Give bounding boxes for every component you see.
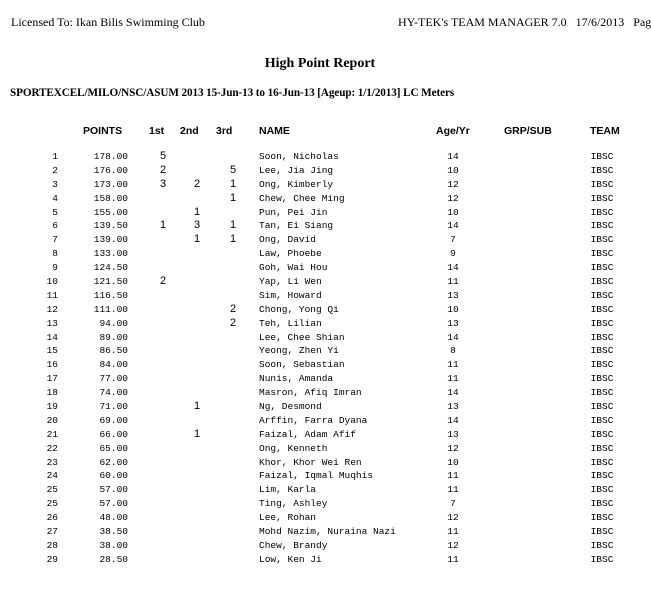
third-place-count: 1 — [229, 219, 237, 232]
points-cell: 38.50 — [99, 526, 128, 538]
age-cell: 14 — [447, 151, 459, 162]
swimmer-name: Khor, Khor Wei Ren — [259, 456, 362, 468]
age-cell: 12 — [447, 442, 459, 454]
rank-cell: 21 — [46, 428, 58, 440]
table-row — [0, 456, 640, 470]
rank-cell: 28 — [46, 539, 58, 551]
team-cell: IBSC — [590, 164, 614, 176]
points-cell: 62.00 — [99, 456, 128, 468]
rank-cell: 12 — [46, 303, 58, 315]
rank-cell: 9 — [52, 262, 58, 274]
third-place-count: 1 — [229, 191, 237, 204]
age-cell: 14 — [447, 331, 459, 343]
first-place-count: 1 — [159, 219, 167, 232]
swimmer-name: Lee, Rohan — [259, 512, 317, 524]
swimmer-name: Pun, Pei Jin — [259, 206, 328, 218]
rank-cell: 16 — [46, 359, 58, 371]
col-third: 3rd — [216, 125, 233, 137]
age-cell: 11 — [447, 470, 459, 482]
age-cell: 9 — [450, 248, 456, 260]
rank-cell: 13 — [46, 317, 58, 329]
table-row — [0, 372, 640, 386]
license-text: Licensed To: Ikan Bilis Swimming Club — [11, 15, 205, 29]
points-cell: 176.00 — [93, 164, 128, 176]
age-cell: 14 — [447, 220, 459, 232]
team-cell: IBSC — [590, 178, 614, 190]
rank-cell: 14 — [46, 331, 58, 343]
rank-cell: 20 — [46, 414, 58, 426]
rank-cell: 26 — [46, 512, 58, 524]
swimmer-name: Ong, Kimberly — [259, 178, 334, 190]
rank-cell: 23 — [46, 456, 58, 468]
rank-cell: 7 — [52, 234, 58, 246]
age-cell: 13 — [447, 428, 459, 440]
team-cell: IBSC — [590, 512, 614, 524]
col-points: POINTS — [83, 125, 123, 137]
table-row — [0, 469, 640, 483]
team-cell: IBSC — [590, 345, 614, 357]
table-row — [0, 358, 640, 372]
points-cell: 139.50 — [93, 220, 128, 232]
team-cell: IBSC — [590, 442, 614, 454]
table-row — [0, 511, 640, 525]
table-row — [0, 400, 640, 414]
age-cell: 10 — [447, 303, 459, 315]
team-cell: IBSC — [590, 539, 614, 551]
age-cell: 12 — [447, 192, 459, 204]
rank-cell: 22 — [46, 442, 58, 454]
rank-cell: 2 — [52, 164, 58, 176]
swimmer-name: Goh, Wai Hou — [259, 262, 328, 274]
col-grp-sub: GRP/SUB — [504, 125, 552, 137]
points-cell: 71.00 — [99, 401, 128, 413]
age-cell: 14 — [447, 387, 459, 399]
age-cell: 13 — [447, 289, 459, 301]
age-cell: 12 — [447, 512, 459, 524]
table-row — [0, 317, 640, 331]
second-place-count: 3 — [193, 219, 201, 232]
team-cell: IBSC — [590, 456, 614, 468]
col-first: 1st — [149, 125, 165, 137]
team-cell: IBSC — [590, 317, 614, 329]
age-cell: 11 — [447, 276, 459, 288]
second-place-count: 1 — [193, 205, 201, 218]
team-cell: IBSC — [590, 220, 614, 232]
rank-cell: 19 — [46, 401, 58, 413]
team-cell: IBSC — [590, 151, 614, 162]
swimmer-name: Low, Ken Ji — [259, 553, 322, 565]
table-row — [0, 331, 640, 345]
swimmer-name: Law, Phoebe — [259, 248, 322, 260]
points-cell: 111.00 — [93, 303, 128, 315]
points-cell: 57.00 — [99, 484, 128, 496]
third-place-count: 2 — [229, 316, 237, 329]
rank-cell: 18 — [46, 387, 58, 399]
points-cell: 74.00 — [99, 387, 128, 399]
team-cell: IBSC — [590, 428, 614, 440]
points-cell: 57.00 — [99, 498, 128, 510]
second-place-count: 1 — [193, 427, 201, 440]
age-cell: 14 — [447, 262, 459, 274]
software-header — [398, 15, 651, 30]
table-row — [0, 539, 640, 553]
table-row — [0, 497, 640, 511]
points-cell: 89.00 — [99, 331, 128, 343]
swimmer-name: Chew, Chee Ming — [259, 192, 345, 204]
points-cell: 133.00 — [93, 248, 128, 260]
rank-cell: 6 — [52, 220, 58, 232]
age-cell: 11 — [447, 373, 459, 385]
swimmer-name: Chong, Yong Qi — [259, 303, 339, 315]
table-row — [0, 206, 640, 220]
rank-cell: 29 — [46, 553, 58, 565]
first-place-count: 3 — [159, 177, 167, 190]
rank-cell: 27 — [46, 526, 58, 538]
points-cell: 124.50 — [93, 262, 128, 274]
swimmer-name: Ong, Kenneth — [259, 442, 328, 454]
points-cell: 94.00 — [99, 317, 128, 329]
report-title: High Point Report — [264, 56, 376, 71]
team-cell: IBSC — [590, 498, 614, 510]
age-cell: 11 — [447, 359, 459, 371]
team-cell: IBSC — [590, 373, 614, 385]
points-cell: 69.00 — [99, 414, 128, 426]
page-label: Pag — [633, 15, 651, 29]
age-cell: 11 — [447, 484, 459, 496]
software-name: HY-TEK's TEAM MANAGER 7.0 — [398, 15, 567, 29]
points-cell: 178.00 — [93, 151, 128, 162]
points-cell: 28.50 — [99, 553, 128, 565]
points-cell: 116.50 — [93, 289, 128, 301]
third-place-count: 2 — [229, 302, 237, 315]
team-cell: IBSC — [590, 414, 614, 426]
results-table — [0, 150, 640, 567]
swimmer-name: Lim, Karla — [259, 484, 317, 496]
swimmer-name: Ng, Desmond — [259, 401, 322, 413]
report-subtitle: SPORTEXCEL/MILO/NSC/ASUM 2013 15-Jun-13 to 16-Jun-13 [Ageup: 1/1/2013] LC Meters — [10, 87, 455, 99]
age-cell: 7 — [450, 234, 456, 246]
swimmer-name: Masron, Afiq Imran — [259, 387, 362, 399]
rank-cell: 25 — [46, 484, 58, 496]
swimmer-name: Arffin, Farra Dyana — [259, 414, 368, 426]
table-row — [0, 442, 640, 456]
table-row — [0, 178, 640, 192]
col-name: NAME — [259, 125, 290, 137]
age-cell: 10 — [447, 206, 459, 218]
col-age: Age/Yr — [436, 125, 470, 137]
team-cell: IBSC — [590, 387, 614, 399]
table-row — [0, 192, 640, 206]
third-place-count: 5 — [229, 163, 237, 176]
swimmer-name: Sim, Howard — [259, 289, 322, 301]
table-row — [0, 414, 640, 428]
third-place-count: 1 — [229, 233, 237, 246]
table-row — [0, 164, 640, 178]
rank-cell: 8 — [52, 248, 58, 260]
swimmer-name: Ong, David — [259, 234, 317, 246]
points-cell: 77.00 — [99, 373, 128, 385]
table-row — [0, 525, 640, 539]
col-team: TEAM — [590, 125, 620, 137]
age-cell: 13 — [447, 317, 459, 329]
third-place-count: 1 — [229, 177, 237, 190]
team-cell: IBSC — [590, 206, 614, 218]
report-date: 17/6/2013 — [575, 15, 625, 29]
col-second: 2nd — [180, 125, 199, 137]
swimmer-name: Faizal, Iqmal Muqhis — [259, 470, 374, 482]
age-cell: 13 — [447, 401, 459, 413]
age-cell: 12 — [447, 539, 459, 551]
team-cell: IBSC — [590, 276, 614, 288]
rank-cell: 17 — [46, 373, 58, 385]
swimmer-name: Soon, Nicholas — [259, 151, 339, 162]
swimmer-name: Lee, Chee Shian — [259, 331, 345, 343]
swimmer-name: Lee, Jia Jing — [259, 164, 334, 176]
team-cell: IBSC — [590, 289, 614, 301]
team-cell: IBSC — [590, 470, 614, 482]
table-row — [0, 233, 640, 247]
table-row — [0, 150, 640, 164]
rank-cell: 3 — [52, 178, 58, 190]
rank-cell: 24 — [46, 470, 58, 482]
table-row — [0, 219, 640, 233]
age-cell: 12 — [447, 178, 459, 190]
first-place-count: 2 — [159, 275, 167, 288]
table-row — [0, 483, 640, 497]
team-cell: IBSC — [590, 553, 614, 565]
points-cell: 84.00 — [99, 359, 128, 371]
team-cell: IBSC — [590, 526, 614, 538]
points-cell: 48.00 — [99, 512, 128, 524]
age-cell: 10 — [447, 456, 459, 468]
points-cell: 155.00 — [93, 206, 128, 218]
table-row — [0, 247, 640, 261]
age-cell: 11 — [447, 553, 459, 565]
points-cell: 158.00 — [93, 192, 128, 204]
second-place-count: 1 — [193, 400, 201, 413]
swimmer-name: Faizal, Adam Afif — [259, 428, 356, 440]
swimmer-name: Tan, Ei Siang — [259, 220, 334, 232]
team-cell: IBSC — [590, 234, 614, 246]
team-cell: IBSC — [590, 248, 614, 260]
points-cell: 66.00 — [99, 428, 128, 440]
swimmer-name: Ting, Ashley — [259, 498, 328, 510]
table-row — [0, 261, 640, 275]
rank-cell: 1 — [52, 151, 58, 162]
points-cell: 65.00 — [99, 442, 128, 454]
swimmer-name: Nunis, Amanda — [259, 373, 334, 385]
rank-cell: 5 — [52, 206, 58, 218]
points-cell: 60.00 — [99, 470, 128, 482]
team-cell: IBSC — [590, 359, 614, 371]
points-cell: 173.00 — [93, 178, 128, 190]
table-row — [0, 275, 640, 289]
points-cell: 139.00 — [93, 234, 128, 246]
team-cell: IBSC — [590, 484, 614, 496]
team-cell: IBSC — [590, 303, 614, 315]
age-cell: 7 — [450, 498, 456, 510]
table-row — [0, 553, 640, 567]
rank-cell: 25 — [46, 498, 58, 510]
rank-cell: 10 — [46, 276, 58, 288]
team-cell: IBSC — [590, 262, 614, 274]
second-place-count: 1 — [193, 233, 201, 246]
table-row — [0, 386, 640, 400]
team-cell: IBSC — [590, 401, 614, 413]
table-row — [0, 344, 640, 358]
team-cell: IBSC — [590, 192, 614, 204]
swimmer-name: Soon, Sebastian — [259, 359, 345, 371]
age-cell: 10 — [447, 164, 459, 176]
swimmer-name: Chew, Brandy — [259, 539, 328, 551]
table-row — [0, 428, 640, 442]
first-place-count: 5 — [159, 150, 167, 162]
second-place-count: 2 — [193, 177, 201, 190]
age-cell: 8 — [450, 345, 456, 357]
table-row — [0, 303, 640, 317]
rank-cell: 11 — [46, 289, 58, 301]
age-cell: 11 — [447, 526, 459, 538]
swimmer-name: Teh, Lilian — [259, 317, 322, 329]
first-place-count: 2 — [159, 163, 167, 176]
rank-cell: 15 — [46, 345, 58, 357]
points-cell: 86.50 — [99, 345, 128, 357]
swimmer-name: Yeong, Zhen Yi — [259, 345, 339, 357]
table-row — [0, 289, 640, 303]
swimmer-name: Yap, Li Wen — [259, 276, 322, 288]
rank-cell: 4 — [52, 192, 58, 204]
age-cell: 14 — [447, 414, 459, 426]
team-cell: IBSC — [590, 331, 614, 343]
points-cell: 38.00 — [99, 539, 128, 551]
points-cell: 121.50 — [93, 276, 128, 288]
swimmer-name: Mohd Nazim, Nuraina Nazi — [259, 526, 396, 538]
